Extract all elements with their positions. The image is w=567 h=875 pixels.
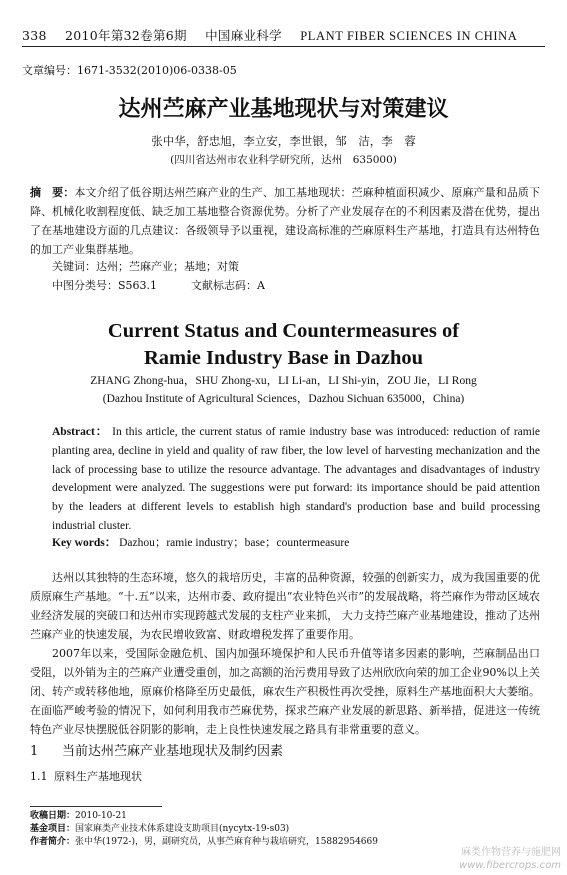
- author-text: 张中华(1972-)，男，副研究员，从事苎麻育种与栽培研究，15882954669: [75, 837, 378, 847]
- journal-name-en: PLANT FIBER SCIENCES IN CHINA: [300, 29, 518, 43]
- en-title: [0, 318, 567, 372]
- en-abstract: [52, 423, 540, 536]
- fund-label: 基金项目：: [30, 824, 76, 834]
- header-rule: [22, 46, 545, 47]
- body-paragraph-1: 达州以其独特的生态环境，悠久的栽培历史，丰富的品种资源，较强的创新实力，成为我国重要的优质原麻生产基地。“十.五”以来，达州市委、政府提出“农业特色兴市”的发展战略，将苎麻作为带动区域农业经济发展的突破口和达州市实现跨越式发展的支柱产业来抓， 大力支持苎麻产业基地建设，推动了达州苎麻产业的快速发展，为农民增收致富、财政增税发挥了重要作用。: [30, 571, 540, 641]
- author-label: 作者简介：: [30, 837, 76, 847]
- cn-authors: 张中华，舒忠旭，李立安，李世银，邹 洁，李 蓉: [151, 134, 416, 148]
- en-abstract-text: In this article, the current status of ramie industry base was introduced: reduction of ramie planting area, decline in yield and quality of raw fiber, the low level of harvesting mechanization and the lack of processing base to utilize the resource advantage. The advantages and disadvantages of industry development were analyzed. The suggestions were put forward: its importance should be paid attention by the leaders at different levels to establish high standard's production base and build processing industrial cluster.: [52, 426, 541, 532]
- cn-classification: [52, 277, 265, 293]
- footnote-fund: [30, 823, 378, 836]
- section-1-number: 1: [30, 744, 39, 759]
- cn-abstract-label: 摘 要：: [30, 186, 75, 199]
- footnote-received: [30, 810, 378, 823]
- received-label: 收稿日期：: [30, 811, 76, 821]
- cn-abstract-text: 本文介绍了低谷期达州苎麻产业的生产、加工基地现状：苎麻种植面积减少、原麻产量和品质下降、机械化收割程度低、缺乏加工基地整合资源优势。分析了产业发展存在的不利因素及潜在优势，提出了在基地建设方面的几点建议：各级领导予以重视，建设高标准的苎麻原料生产基地，打造具有达州特色的加工产业集群基地。: [30, 186, 541, 256]
- site-watermark: [459, 846, 561, 872]
- section-1-1-number: 1.1: [30, 770, 48, 783]
- en-keywords: [52, 534, 349, 550]
- article-number: 文章编号：1671-3532(2010)06-0338-05: [22, 64, 237, 77]
- section-1-1-title: 原料生产基地现状: [54, 770, 142, 783]
- cn-title: 达州苎麻产业基地现状与对策建议: [118, 97, 449, 122]
- section-1-1-heading: [30, 768, 142, 784]
- class-number: 中图分类号：S563.1: [52, 279, 158, 292]
- section-1-heading: [30, 740, 283, 759]
- watermark-title: 麻类作物营养与施肥网: [461, 847, 561, 858]
- footnote-author: [30, 836, 378, 849]
- cn-abstract: [30, 183, 540, 259]
- en-title-line-1: Current Status and Countermeasures of: [107, 320, 460, 342]
- running-header: [22, 26, 545, 46]
- watermark-url: www.fibercrops.com: [459, 860, 561, 871]
- cn-affiliation: (四川省达州市农业科学研究所，达州 635000): [170, 154, 397, 166]
- section-1-title: 当前达州苎麻产业基地现状及制约因素: [62, 744, 284, 759]
- en-abstract-label: Abstract：: [52, 426, 109, 438]
- cn-keywords: 关键词：达州；苎麻产业；基地；对策: [52, 260, 239, 273]
- issue-info: 2010年第32卷第6期: [65, 28, 187, 43]
- received-date: 2010-10-21: [75, 811, 127, 821]
- en-affiliation: (Dazhou Institute of Agricultural Sciences，Dazhou Sichuan 635000，China): [102, 393, 465, 405]
- journal-name-cn: 中国麻业科学: [205, 28, 282, 43]
- doc-code: 文献标志码：A: [191, 279, 265, 292]
- en-keywords-text: Dazhou；ramie industry；base；countermeasure: [119, 537, 350, 549]
- page-number: 338: [22, 28, 47, 43]
- footnote-rule: [30, 806, 162, 807]
- en-keywords-label: Key words：: [52, 537, 117, 549]
- en-authors: ZHANG Zhong-hua，SHU Zhong-xu，LI Li-an，LI Shi-yin，ZOU Jie，LI Rong: [90, 375, 477, 387]
- footnotes: [30, 810, 378, 849]
- body-paragraph-2: 2007年以来，受国际金融危机、国内加强环境保护和人民币升值等诸多因素的影响，苎麻制品出口受阻，以外销为主的苎麻产业遭受重创，加之高额的治污费用导致了达州欣欣向荣的加工企业90%以上关闭、转产或转移他地，原麻价格降至历史最低，麻农生产积极性再次受挫，原料生产基地面积大大萎缩。在面临严峻考验的情况下，如何利用我市苎麻优势，探求苎麻产业发展的新思路、新举措，促进这一传统特色产业尽快摆脱低谷阴影的影响，走上良性快速发展之路具有非常重要的意义。: [30, 647, 540, 736]
- en-title-line-2: Ramie Industry Base in Dazhou: [143, 347, 424, 369]
- fund-text: 国家麻类产业技术体系建设支助项目(nycytx-19-s03): [75, 824, 290, 834]
